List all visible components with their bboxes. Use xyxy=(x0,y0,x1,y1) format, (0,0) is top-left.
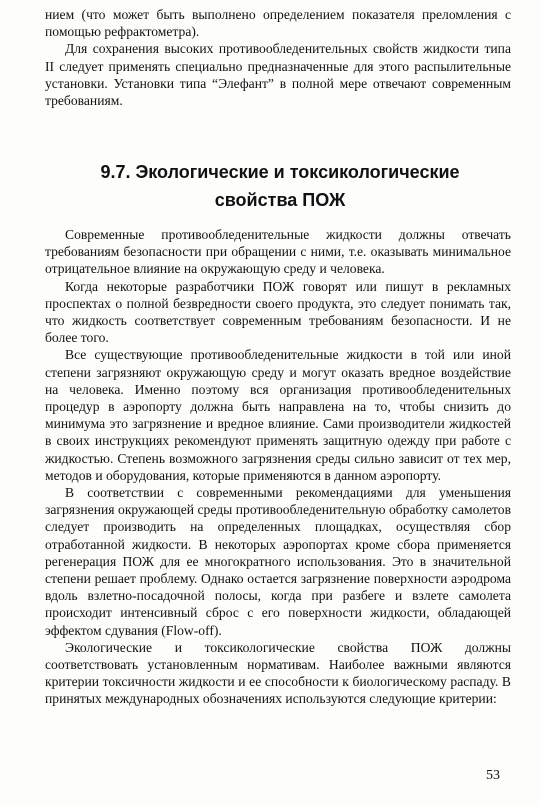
paragraph-pollution: Все существующие противообледенительные жидкости в той или иной степени загрязняют окружающую среду и могут оказать вредное воздействие на человека. Именно поэтому вся организация противообледенительных процедур в аэропорту должна быть направлена на то, чтобы снизить до минимума это загрязнение и вредное влияние. Сами производители жидкостей в своих инструкциях рекомендуют применять защитную одежду при работе с жидкостью. Степень возможного загрязнения среды сильно зависит от тех мер, методов и оборудования, которые применяются в данном аэропорту. xyxy=(45,347,511,483)
section-heading-line-2: свойства ПОЖ xyxy=(214,190,346,210)
section-heading xyxy=(60,158,500,214)
page-number: 53 xyxy=(486,768,500,783)
paragraph-criteria: Экологические и токсикологические свойства ПОЖ должны соответствовать установленным нормативам. Наиболее важными являются критерии токсичности жидкости и ее способности к биологическому распаду. В принятых международных обозначениях используются следующие критерии: xyxy=(45,639,511,707)
paragraph-recommendations: В соответствии с современными рекомендациями для уменьшения загрязнения окружающей среды противообледенительную обработку самолетов следует производить на определенных площадках, осуществляя сбор отработанной жидкости. В некоторых аэропортах кроме сбора применяется регенерация ПОЖ для ее многократного использования. Это в значительной степени решает проблему. Однако остается загрязнение поверхности аэродрома вдоль взлетно-посадочной полосы, когда при разбеге и взлете самолета происходит интенсивный сброс с его поверхности жидкости, обладающей эффектом сдувания (Flow-off). xyxy=(45,485,511,638)
section-heading-line-1: 9.7. Экологические и токсикологические xyxy=(100,162,460,182)
paragraph-continuation: нием (что может быть выполнено определением показателя преломления с помощью рефрактометра). xyxy=(45,7,511,40)
top-text-block xyxy=(45,6,511,109)
paragraph-spray-units: Для сохранения высоких противообледенительных свойств жидкости типа II следует применять специально предназначенные для этого распылительные установки. Установки типа “Элефант” в полной мере отвечают современным требованиям. xyxy=(45,41,511,109)
body-text-block xyxy=(45,226,511,708)
paragraph-safety-requirements: Современные противообледенительные жидкости должны отвечать требованиям безопасности при обращении с ними, т.е. оказывать минимальное отрицательное влияние на окружающую среду и человека. xyxy=(45,227,511,277)
paragraph-harmlessness-claims: Когда некоторые разработчики ПОЖ говорят или пишут в рекламных проспектах о полной безвредности своего продукта, это следует понимать так, что жидкость соответствует современным требованиям безопасности. И не более того. xyxy=(45,278,511,346)
